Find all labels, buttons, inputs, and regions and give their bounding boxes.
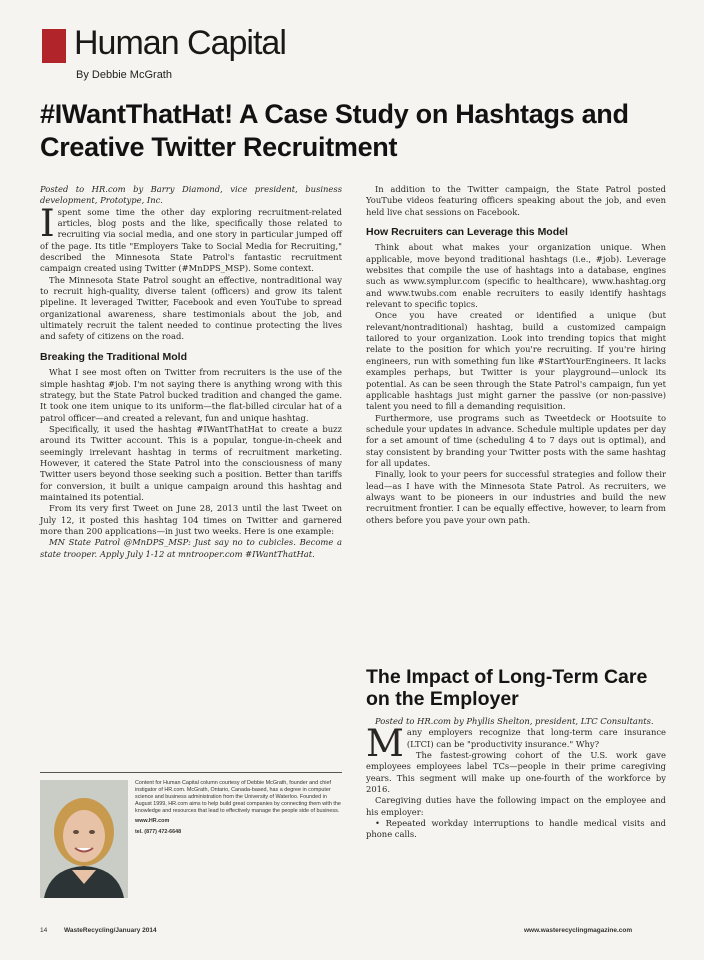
footer-url: www.wasterecyclingmagazine.com [524, 927, 633, 934]
paragraph: Think about what makes your organization unique. When applicable, move beyond traditional hashtags (i.e., #job). Leverage websites that compile the use of hashtags into a database, engines such as www.symplur.com (specific to healthcare), www.hashtag.org and www.twubs.com enable recruiters to easily identify hashtags relevant to specific topics. [366, 242, 666, 310]
issue-label: WasteRecycling/January 2014 [64, 927, 157, 934]
bio-website: www.HR.com [135, 818, 170, 825]
author-bio [135, 780, 341, 836]
subheading: Breaking the Traditional Mold [40, 350, 188, 363]
section-color-bar [42, 29, 66, 63]
byline: By Debbie McGrath [76, 69, 172, 81]
bio-phone: tel. (877) 472-6648 [135, 828, 182, 835]
right-column [366, 184, 666, 526]
subheading: How Recruiters can Leverage this Model [366, 226, 568, 239]
drop-cap: I [40, 201, 55, 245]
paragraph: • Repeated workday interruptions to handle medical visits and phone calls. [366, 818, 666, 840]
impact-column [366, 716, 666, 841]
paragraph: In addition to the Twitter campaign, the State Patrol posted YouTube videos featuring officers speaking about the job, and even held live chat sessions on Facebook. [366, 184, 666, 217]
bio-text: Content for Human Capital column courtesy of Debbie McGrath, founder and chief instigator of HR.com. McGrath, Ontario, Canada-based, has a degree in computer science and business administration from the University of Waterloo. Founded in August 1999, HR.com aims to help build great companies by connecting them with the knowledge and resources that lead to effectively manage the people side of business. [135, 780, 341, 815]
paragraph: Once you have created or identified a unique (but relevant/nontraditional) hashtag, build a customized campaign tailored to your organization. Look into trending topics that might relate to the position for which you're recruiting. If you're hiring engineers, run with something fun like #StartYourEngineers. It lacks examples perhaps, but Twitter is your playground—unlock its potential. As can be seen through the State Patrol's campaign, fun yet applicable hashtags just might garner the passive (or non-passive) talent you need to fill a demanding requisition. [366, 310, 666, 412]
tweet-example: MN State Patrol @MnDPS_MSP: Just say no to cubicles. Become a state trooper. Apply July 1-12 at mntrooper.com #IWantThatHat. [40, 537, 342, 559]
drop-cap: M [366, 722, 404, 766]
impact-article-title: The Impact of Long-Term Care on the Employer [366, 666, 648, 710]
paragraph: Specifically, it used the hashtag #IWantThatHat to create a buzz around its Twitter account. This is a popular, tongue-in-cheek and seemingly irrelevant hashtag in terms of recruitment marketing. However, it catered the State Patrol into the consciousness of many Twitter users beyond those seeking such a position. Better than tariffs for conversion, it built a unique campaign around this hashtag and maintained its potential. [40, 423, 342, 502]
attribution: Posted to HR.com by Barry Diamond, vice president, business development, Prototype, Inc. [40, 184, 342, 206]
left-column [40, 184, 342, 560]
paragraph: The fastest-growing cohort of the U.S. work gave employees employees label TCs—people in their prime caregiving years. This segment will make up one-fourth of the workforce by 2016. [366, 750, 666, 795]
bio-divider [40, 772, 342, 773]
author-photo [40, 780, 128, 898]
author-portrait-illustration [40, 780, 128, 898]
paragraph: Caregiving duties have the following impact on the employee and his employer: [366, 795, 666, 817]
top-rule [0, 0, 704, 6]
section-title: Human Capital [74, 24, 286, 62]
paragraph: From its very first Tweet on June 28, 2013 until the last Tweet on July 12, it posted this hashtag 104 times on Twitter and garnered more than 200 applications—in just two weeks. Here is one example: [40, 503, 342, 536]
paragraph: What I see most often on Twitter from recruiters is the use of the simple hashtag #job. I'm not saying there is anything wrong with this strategy, but the State Patrol bucked tradition and changed the game. It took one item unique to its uniform—the flat-billed circular hat of a patrol officer—and created a relevant, fun and unique hashtag. [40, 367, 342, 423]
paragraph: Many employers recognize that long-term care insurance (LTCI) can be "productivity insurance." Why? [366, 722, 666, 766]
paragraph: The Minnesota State Patrol sought an effective, nontraditional way to recruit high-quality, diverse talent (officers) and grow its talent pipeline. It leveraged Twitter, Facebook and even YouTube to spread organizational awareness, share testimonials about the job, and ultimately recruit the talent needed to continue protecting the lives and safety of citizens on the road. [40, 274, 342, 342]
page-number: 14 [40, 927, 48, 934]
article-headline: #IWantThatHat! A Case Study on Hashtags and Creative Twitter Recruitment [40, 99, 629, 162]
paragraph: Finally, look to your peers for successful strategies and follow their lead—as I have with the Minnesota State Patrol. As recruiters, we always want to be pioneers in our industries and build the new recruitment frontier. I can be equally effective, however, to learn from others before you pave your own path. [366, 469, 666, 525]
paragraph: Furthermore, use programs such as Tweetdeck or Hootsuite to schedule your updates in advance. Schedule multiple updates per day for a set amount of time (scheduling 4 to 7 days out is optimal), and stay consistent by branding your Twitter posts with the same hashtag for all updates. [366, 412, 666, 468]
paragraph: Ispent some time the other day exploring recruitment-related articles, blog posts and the like, specifically those related to recruiting via social media, and one story in particular jumped off of the page. Its title "Employers Take to Social Media for Recruiting," described the Minnesota State Patrol's fantastic recruitment campaign created using Twitter (#MnDPS_MSP). Some context. [40, 201, 342, 274]
attribution: Posted to HR.com by Phyllis Shelton, president, LTC Consultants. [375, 716, 654, 726]
